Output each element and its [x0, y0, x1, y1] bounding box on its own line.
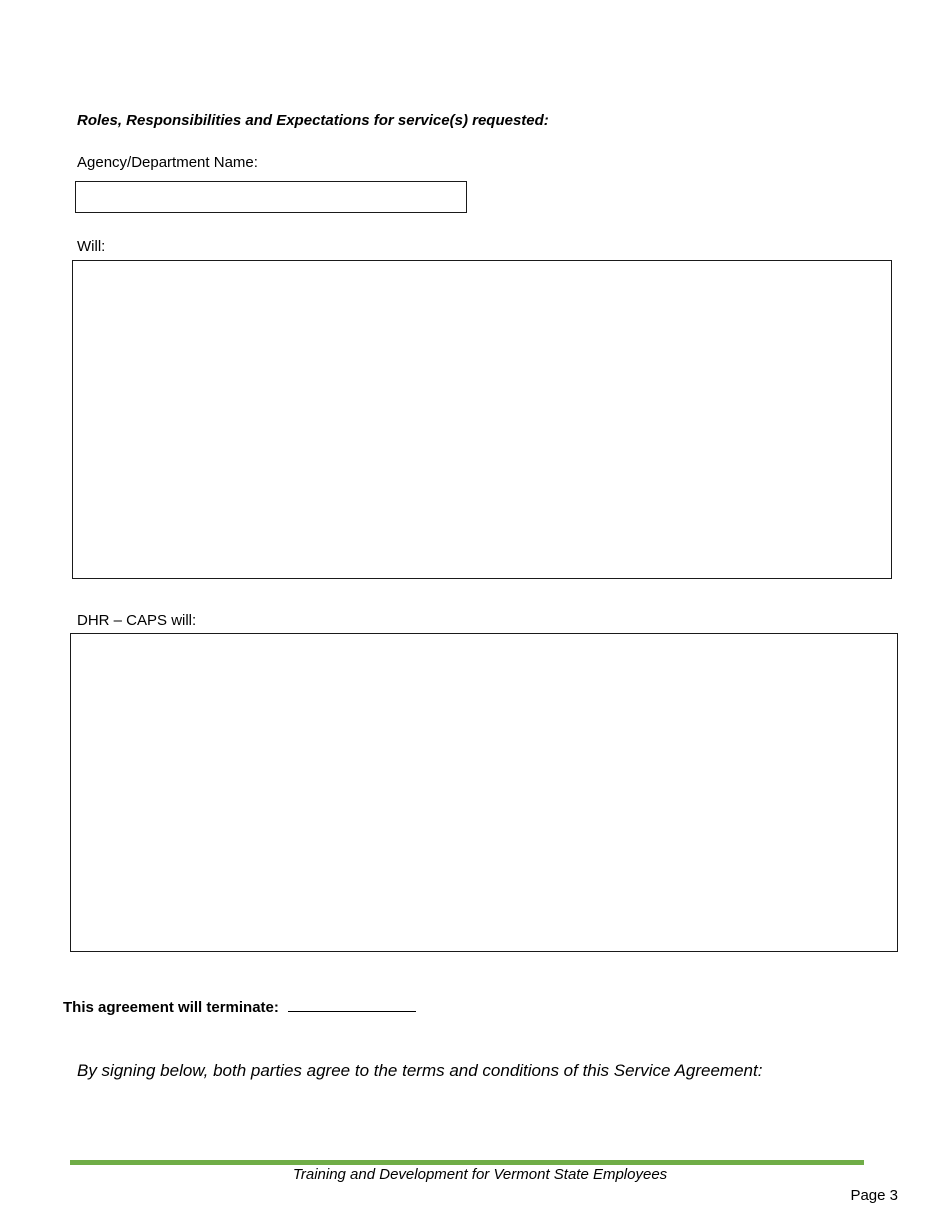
- section-heading: Roles, Responsibilities and Expectations for service(s) requested:: [77, 112, 549, 129]
- dhr-caps-label: DHR – CAPS will:: [77, 612, 197, 629]
- footer-rule: [70, 1160, 864, 1165]
- termination-row: [63, 996, 416, 1016]
- dhr-caps-textarea[interactable]: [70, 633, 898, 952]
- will-textarea[interactable]: [72, 260, 892, 579]
- page-number: Page 3: [850, 1187, 898, 1204]
- termination-date-blank[interactable]: [288, 996, 416, 1012]
- signing-statement: By signing below, both parties agree to the terms and conditions of this Service Agreement:: [77, 1061, 763, 1080]
- footer-text: Training and Development for Vermont State Employees: [292, 1166, 668, 1183]
- agency-name-field[interactable]: [75, 181, 467, 213]
- agency-name-label: Agency/Department Name:: [77, 154, 258, 171]
- termination-label: This agreement will terminate:: [63, 999, 279, 1016]
- will-label: Will:: [77, 238, 106, 255]
